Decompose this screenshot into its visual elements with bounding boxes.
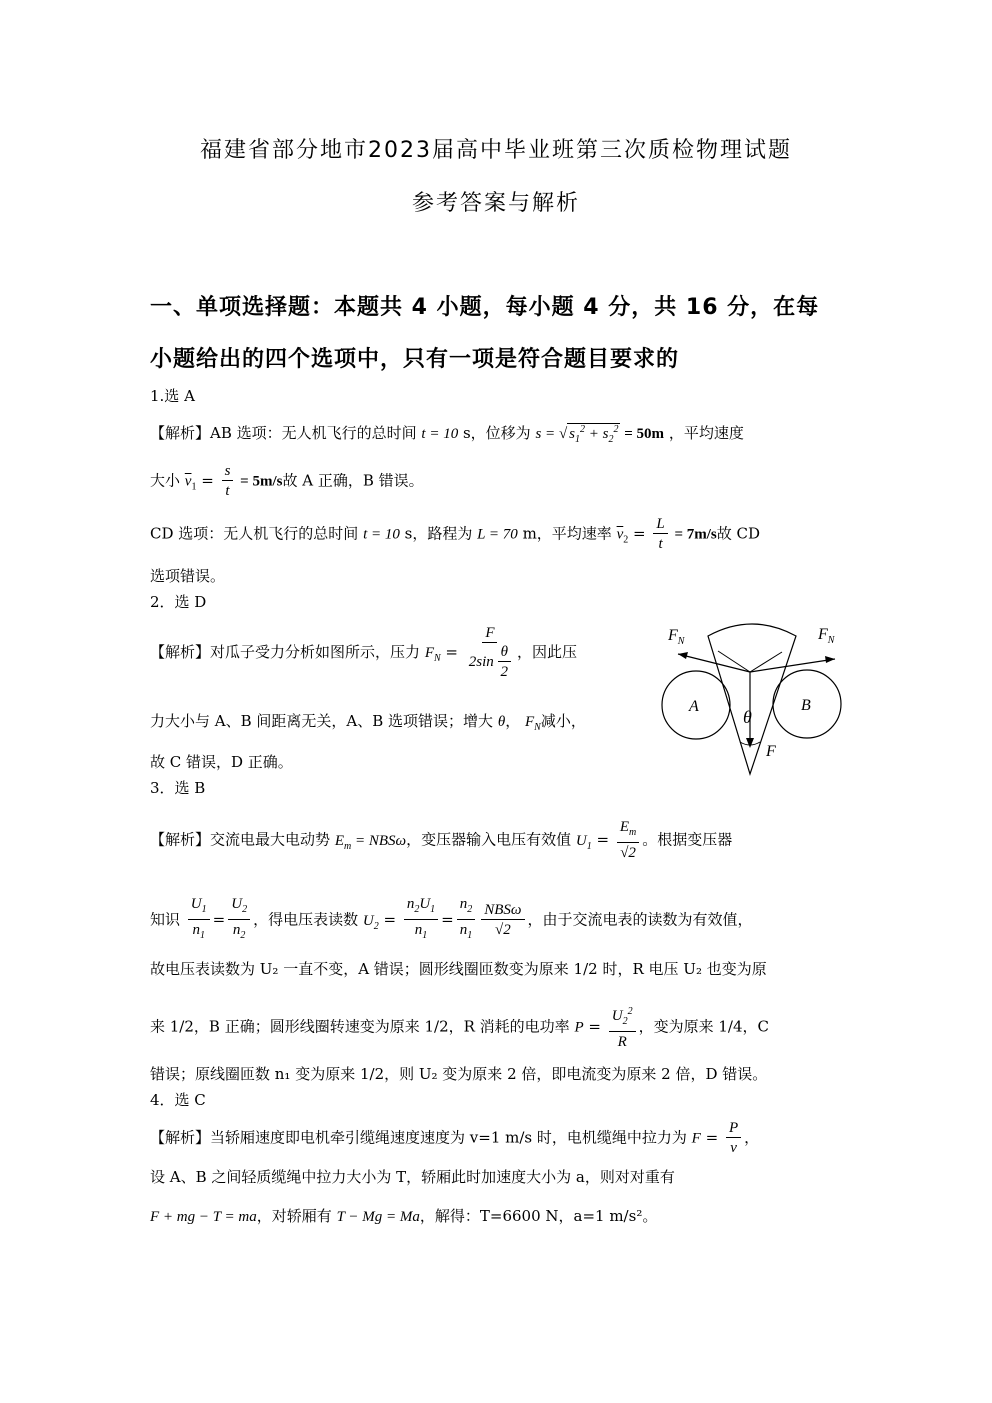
formula: t = 10	[363, 526, 400, 543]
text: 当轿厢速度即电机牵引缆绳速度速度为 v=1 m/s 时，电机缆绳中拉力为	[210, 1128, 687, 1147]
fraction: $\frac{E_m}{√2}$	[617, 818, 639, 863]
fraction: $\frac{s}{t}$	[222, 462, 234, 501]
text: 。根据变压器	[642, 830, 733, 849]
force-arrow-right	[750, 659, 835, 672]
text: ，解得：T=6600 N，a=1 m/s²。	[419, 1207, 658, 1225]
label-theta: θ	[743, 707, 752, 727]
fraction: F 2sin $\frac{\theta}{2}$	[466, 624, 514, 682]
q1-answer: 1.选 A	[150, 387, 195, 405]
arrowhead	[825, 656, 835, 663]
label-f: F	[766, 743, 776, 760]
text: 知识	[150, 910, 181, 929]
q1-line2: 大小 $\overline{v}_1$ = $\frac{s}{t}$ = 5m/s故 A 正确，B 错误。	[150, 463, 424, 499]
q4-line3	[150, 1205, 657, 1226]
text: s，位移为	[458, 424, 531, 442]
q2-line1: 【解析】对瓜子受力分析如图所示，压力 $F_N$ = F 2sin $\frac{\theta}{2}$ ，因此压	[150, 625, 578, 680]
text: s，路程为	[399, 524, 473, 543]
text: 故 CD	[716, 524, 761, 543]
text: 力大小与 A、B 间距离无关，A、B 选项错误；增大	[150, 712, 494, 730]
formula: $\overline{v}$	[184, 473, 192, 490]
formula: = 7m/s	[670, 526, 717, 543]
text: CD 选项：无人机飞行的总时间	[150, 524, 359, 543]
q1-line3: CD 选项：无人机飞行的总时间 t = 10 s，路程为 L = 70 m，平均速率 $\overline{v}_2$ = $\frac{L}{t}$ = 7m/s故 CD	[150, 516, 761, 552]
q3-line5: 错误；原线圈匝数 n₁ 变为原来 1/2，则 U₂ 变为原来 2 倍，即电流变为原来 2 倍，D 错误。	[150, 1065, 768, 1083]
q2-answer: 2．选 D	[150, 593, 207, 611]
text: ，由于交流电表的读数为有效值，	[527, 910, 753, 929]
fraction: $\frac{n_2}{n_1}$	[457, 895, 476, 946]
fraction: $\frac{n_2U_1}{n_1}$	[404, 895, 438, 946]
q1-line1	[150, 422, 744, 445]
text: m，平均速率	[517, 524, 612, 543]
sqrt-formula: √ $s_1^2 + s_2^2$	[558, 424, 619, 445]
wedge-shape	[708, 624, 796, 774]
formula: t = 10	[421, 426, 459, 442]
text: 对瓜子受力分析如图所示，压力	[210, 643, 421, 661]
analysis-tag: 【解析】	[150, 424, 211, 442]
arrowhead	[746, 738, 754, 748]
fraction: $\frac{U_1}{n_1}$	[188, 895, 210, 946]
text: 交流电最大电动势	[210, 830, 331, 849]
analysis-tag: 【解析】	[150, 830, 211, 849]
q2-line3: 故 C 错误，D 正确。	[150, 753, 293, 771]
q3-line2: 知识 $\frac{U_1}{n_1}$ = $\frac{U_2}{n_2}$ ，得电压表读数 $U_2$ = $\frac{n_2U_1}{n_1}$ = $\frac{n_2}{n_1}$ $\frac{\text{NBSω}}{√2}$ ，由于交流电表的读数为有效值，	[150, 895, 753, 946]
wedge-line	[718, 651, 750, 672]
fn-left-label: $F_N$	[668, 627, 685, 647]
q3-line1: 【解析】交流电最大电动势 $E_m = NBS\omega$，变压器输入电压有效值 $U_1$ = $\frac{E_m}{√2}$ 。根据变压器	[150, 819, 733, 861]
q1-line4: 选项错误。	[150, 567, 226, 585]
force-diagram	[660, 612, 850, 777]
text: ，变压器输入电压有效值	[406, 830, 572, 849]
formula: F + mg − T = ma	[150, 1209, 257, 1225]
formula: = 50m	[620, 426, 665, 442]
fraction: $\frac{U_2^2}{R}$	[609, 1003, 636, 1052]
document-title: 福建省部分地市2023届高中毕业班第三次质检物理试题	[200, 138, 792, 163]
text: ，对轿厢有	[256, 1207, 332, 1225]
text: ，变为原来 1/4，C	[638, 1017, 769, 1036]
text: AB 选项：无人机飞行的总时间	[210, 424, 417, 442]
fraction: $\frac{\text{NBSω}}{√2}$	[481, 901, 524, 940]
q3-line4: 来 1/2，B 正确；圆形线圈转速变为原来 1/2，R 消耗的电功率 P = $\frac{U_2^2}{R}$ ，变为原来 1/4，C	[150, 1003, 769, 1052]
q4-line1: 【解析】当轿厢速度即电机牵引缆绳速度速度为 v=1 m/s 时，电机缆绳中拉力为 F = $\frac{P}{v}$ ，	[150, 1120, 760, 1156]
fn-right-label: $F_N$	[818, 626, 835, 646]
label-b: B	[801, 697, 811, 714]
document-subtitle: 参考答案与解析	[411, 191, 580, 216]
text: 减小，	[540, 712, 586, 730]
q4-line2: 设 A、B 之间轻质缆绳中拉力大小为 T，轿厢此时加速度大小为 a，则对对重有	[150, 1168, 675, 1186]
text: ，因此压	[517, 643, 578, 661]
section-heading-line2: 小题给出的四个选项中，只有一项是符合题目要求的	[150, 347, 680, 372]
arrowhead	[678, 652, 688, 659]
text: 大小	[150, 471, 181, 490]
fraction: $\frac{L}{t}$	[653, 515, 667, 554]
analysis-tag: 【解析】	[150, 1128, 211, 1147]
formula: T − Mg = Ma	[336, 1209, 420, 1225]
text: 故 A 正确，B 错误。	[282, 471, 424, 490]
formula: = 5m/s	[236, 473, 283, 490]
text: 来 1/2，B 正确；圆形线圈转速变为原来 1/2，R 消耗的电功率	[150, 1017, 570, 1036]
analysis-tag: 【解析】	[150, 643, 211, 661]
section-heading-line1: 一、单项选择题：本题共 4 小题，每小题 4 分，共 16 分，在每	[150, 295, 820, 320]
q3-line3: 故电压表读数为 U₂ 一直不变，A 错误；圆形线圈匝数变为原来 1/2 时，R 电压 U₂ 也变为原	[150, 960, 767, 978]
fraction: $\frac{P}{v}$	[726, 1119, 741, 1158]
label-a: A	[689, 698, 699, 715]
formula: s =	[535, 426, 559, 442]
q3-answer: 3．选 B	[150, 779, 206, 797]
text: ，平均速度	[668, 424, 744, 442]
q4-answer: 4．选 C	[150, 1091, 206, 1109]
q2-line2: 力大小与 A、B 间距离无关，A、B 选项错误；增大 θ， $F_N$减小，	[150, 712, 586, 733]
text: ，得电压表读数	[253, 910, 359, 929]
formula: L = 70	[477, 526, 518, 543]
fraction: $\frac{U_2}{n_2}$	[228, 895, 250, 946]
